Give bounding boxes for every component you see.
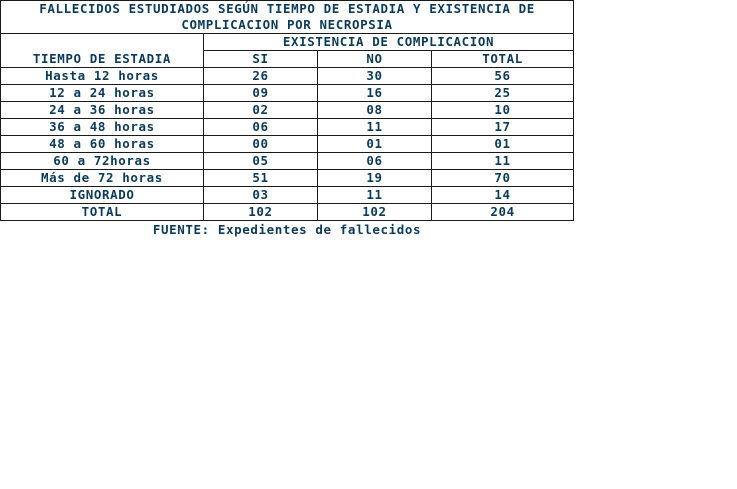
header-no: NO <box>318 51 432 68</box>
cell-total: 70 <box>432 170 574 187</box>
cell-si: 03 <box>204 187 318 204</box>
title-row <box>1 1 574 34</box>
data-table <box>0 0 574 221</box>
cell-no: 11 <box>318 187 432 204</box>
table-row <box>1 136 574 153</box>
cell-tiempo: 24 a 36 horas <box>1 102 204 119</box>
cell-si: 51 <box>204 170 318 187</box>
cell-no: 30 <box>318 68 432 85</box>
cell-total: 10 <box>432 102 574 119</box>
table-body <box>1 1 574 221</box>
cell-tiempo: 60 a 72horas <box>1 153 204 170</box>
cell-total: 56 <box>432 68 574 85</box>
cell-si: 02 <box>204 102 318 119</box>
cell-no: 16 <box>318 85 432 102</box>
group-header-row <box>1 34 574 51</box>
cell-tiempo: IGNORADO <box>1 187 204 204</box>
header-existencia: EXISTENCIA DE COMPLICACION <box>204 34 574 51</box>
table-row <box>1 68 574 85</box>
header-total: TOTAL <box>432 51 574 68</box>
table-row <box>1 85 574 102</box>
cell-no: 01 <box>318 136 432 153</box>
cell-si: 09 <box>204 85 318 102</box>
table-row <box>1 153 574 170</box>
cell-si: 26 <box>204 68 318 85</box>
total-label: TOTAL <box>1 204 204 221</box>
cell-si: 00 <box>204 136 318 153</box>
total-si: 102 <box>204 204 318 221</box>
cell-tiempo: 12 a 24 horas <box>1 85 204 102</box>
cell-tiempo: 36 a 48 horas <box>1 119 204 136</box>
cell-total: 11 <box>432 153 574 170</box>
table-row <box>1 187 574 204</box>
table-row <box>1 119 574 136</box>
total-total: 204 <box>432 204 574 221</box>
table-row <box>1 102 574 119</box>
header-si: SI <box>204 51 318 68</box>
source-note: FUENTE: Expedientes de fallecidos <box>152 222 422 237</box>
cell-no: 08 <box>318 102 432 119</box>
total-row <box>1 204 574 221</box>
cell-no: 11 <box>318 119 432 136</box>
cell-si: 06 <box>204 119 318 136</box>
header-tiempo: TIEMPO DE ESTADIA <box>1 34 204 68</box>
cell-no: 06 <box>318 153 432 170</box>
table-title <box>1 1 574 34</box>
table-row <box>1 170 574 187</box>
cell-total: 25 <box>432 85 574 102</box>
cell-tiempo: 48 a 60 horas <box>1 136 204 153</box>
table-title-line2: COMPLICACION POR NECROPSIA <box>181 17 393 32</box>
cell-total: 14 <box>432 187 574 204</box>
table-container <box>0 0 574 238</box>
table-title-line1: FALLECIDOS ESTUDIADOS SEGÚN TIEMPO DE ESTADIA Y EXISTENCIA DE <box>39 1 535 16</box>
cell-total: 17 <box>432 119 574 136</box>
cell-tiempo: Hasta 12 horas <box>1 68 204 85</box>
total-no: 102 <box>318 204 432 221</box>
cell-total: 01 <box>432 136 574 153</box>
cell-tiempo: Más de 72 horas <box>1 170 204 187</box>
cell-si: 05 <box>204 153 318 170</box>
cell-no: 19 <box>318 170 432 187</box>
